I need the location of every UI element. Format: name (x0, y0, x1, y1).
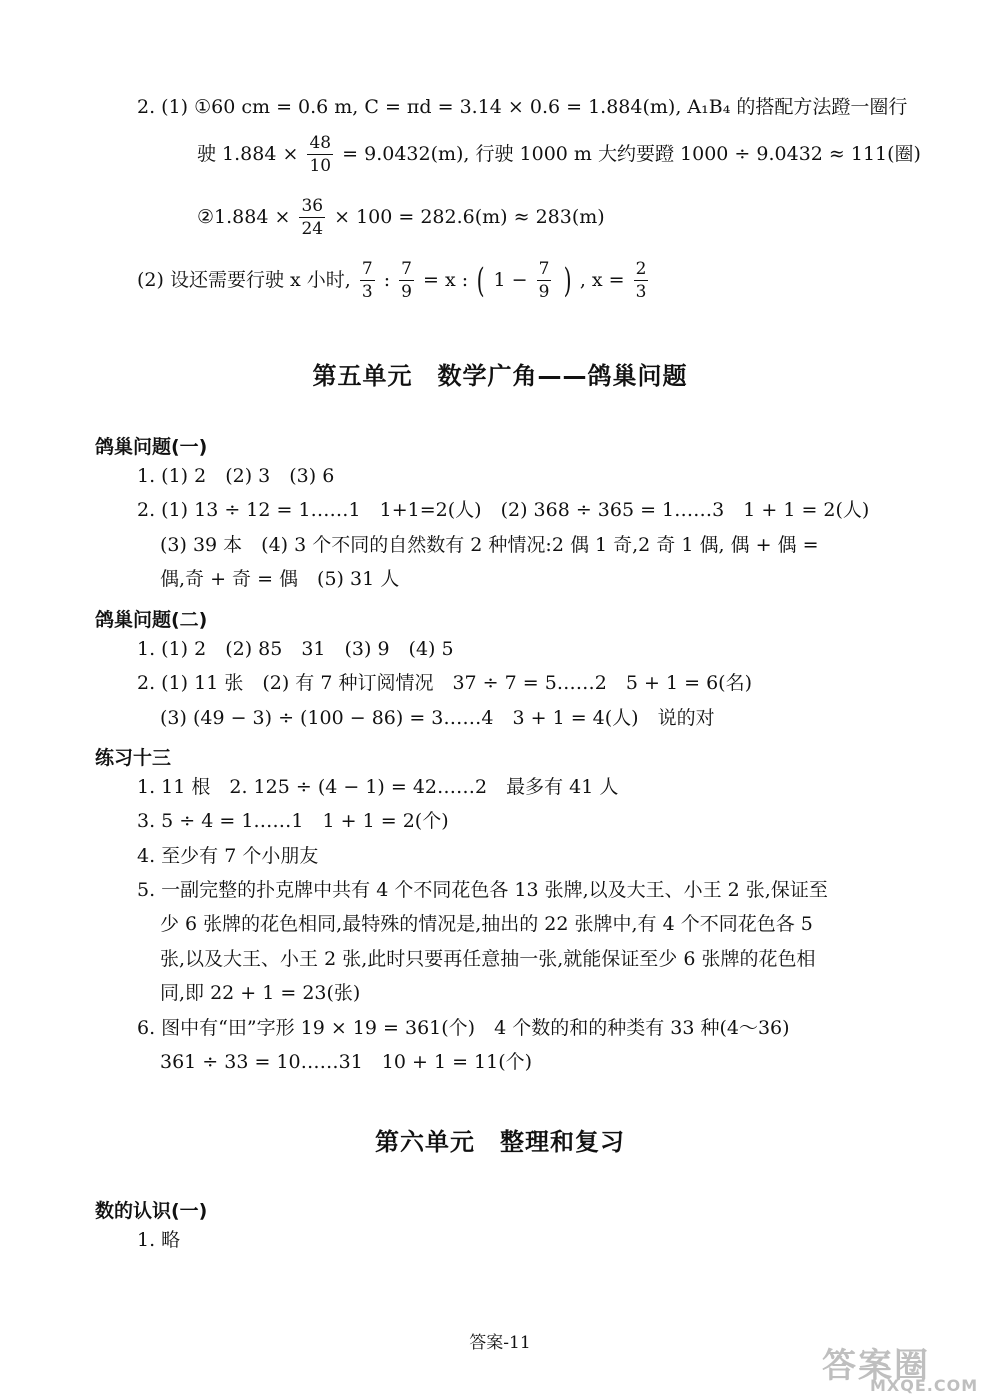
page-number: 答案-11 (469, 1333, 531, 1353)
answer-line: 2. (1) 11 张 (2) 有 7 种订阅情况 37 ÷ 7 = 5……2 5 + 1 = 6(名) (137, 672, 752, 694)
left-paren: ( (476, 260, 485, 301)
numerator: 2 (635, 259, 647, 279)
text-segment: 1 − (493, 269, 528, 291)
text-segment: = 9.0432(m), 行驶 1000 m 大约要蹬 1000 ÷ 9.0432 ≈ 111(圈) (342, 143, 921, 165)
answer-line: 1. 11 根 2. 125 ÷ (4 − 1) = 42……2 最多有 41 人 (137, 776, 619, 798)
unit5-title: 第五单元 数学广角——鸽巢问题 (312, 362, 688, 390)
numerator: 7 (401, 259, 412, 279)
section-heading: 鸽巢问题(二) (95, 609, 208, 631)
answer-line: 5. 一副完整的扑克牌中共有 4 个不同花色各 13 张牌,以及大王、小王 2 张,保证至 (137, 879, 828, 901)
section-heading: 数的认识(一) (95, 1200, 208, 1222)
right-paren: ) (563, 260, 572, 301)
fraction (537, 258, 552, 303)
denominator: 9 (401, 282, 412, 302)
unit6-title: 第六单元 整理和复习 (375, 1128, 625, 1156)
text-segment: ②1.884 × (197, 206, 291, 228)
answer-line: 张,以及大王、小王 2 张,此时只要再任意抽一张,就能保证至少 6 张牌的花色相 (160, 948, 816, 970)
fraction (360, 258, 375, 303)
fraction (307, 132, 333, 177)
answer-line-2-1-c (197, 195, 605, 240)
answer-line: 4. 至少有 7 个小朋友 (137, 845, 319, 867)
section-heading: 鸽巢问题(一) (95, 436, 208, 458)
text-segment: (2) 设还需要行驶 x 小时, (137, 269, 351, 291)
answer-line: 偶,奇 + 奇 = 偶 (5) 31 人 (160, 568, 400, 590)
fraction (399, 258, 414, 303)
text-segment: × 100 = 282.6(m) ≈ 283(m) (334, 206, 605, 228)
section-heading: 练习十三 (95, 747, 172, 769)
text-segment: = x : (423, 269, 469, 291)
text-segment: , x = (579, 269, 625, 291)
text-segment: 驶 1.884 × (197, 143, 299, 165)
answer-line: (3) (49 − 3) ÷ (100 − 86) = 3……4 3 + 1 = 4(人) 说的对 (160, 707, 715, 729)
numerator: 7 (538, 259, 550, 279)
numerator: 36 (301, 196, 324, 216)
denominator: 3 (635, 282, 647, 302)
watermark-logo-text: 答案圈 (822, 1346, 930, 1386)
fraction (634, 258, 649, 303)
answer-line: 6. 图中有“田”字形 19 × 19 = 361(个) 4 个数的和的种类有 33 种(4～36) (137, 1017, 790, 1039)
denominator: 10 (309, 156, 332, 176)
answer-line: 少 6 张牌的花色相同,最特殊的情况是,抽出的 22 张牌中,有 4 个不同花色各 5 (160, 913, 813, 935)
numerator: 7 (361, 259, 373, 279)
denominator: 3 (361, 282, 373, 302)
numerator: 48 (309, 133, 332, 153)
answer-line: (3) 39 本 (4) 3 个不同的自然数有 2 种情况:2 偶 1 奇,2 奇 1 偶, 偶 + 偶 = (160, 534, 819, 556)
answer-line: 1. (1) 2 (2) 3 (3) 6 (137, 465, 335, 487)
denominator: 9 (538, 282, 550, 302)
answer-line: 2. (1) 13 ÷ 12 = 1……1 1+1=2(人) (2) 368 ÷ 365 = 1……3 1 + 1 = 2(人) (137, 499, 870, 521)
watermark-site-text: MXQE.COM (870, 1376, 979, 1395)
watermark-logo (810, 1338, 990, 1396)
answer-line: 同,即 22 + 1 = 23(张) (160, 982, 361, 1004)
fraction (299, 195, 325, 240)
answer-line-2-1-a: 2. (1) ①60 cm = 0.6 m, C = πd = 3.14 × 0.6 = 1.884(m), A₁B₄ 的搭配方法蹬一圈行 (137, 96, 908, 118)
answer-line-2-1-b (197, 132, 921, 177)
text-segment: : (383, 269, 391, 291)
answer-line: 3. 5 ÷ 4 = 1……1 1 + 1 = 2(个) (137, 810, 449, 832)
answer-line: 1. 略 (137, 1229, 181, 1251)
answer-line: 1. (1) 2 (2) 85 31 (3) 9 (4) 5 (137, 638, 454, 660)
denominator: 24 (301, 219, 324, 239)
answer-line: 361 ÷ 33 = 10……31 10 + 1 = 11(个) (160, 1051, 533, 1073)
answer-line-2-2 (137, 258, 651, 303)
